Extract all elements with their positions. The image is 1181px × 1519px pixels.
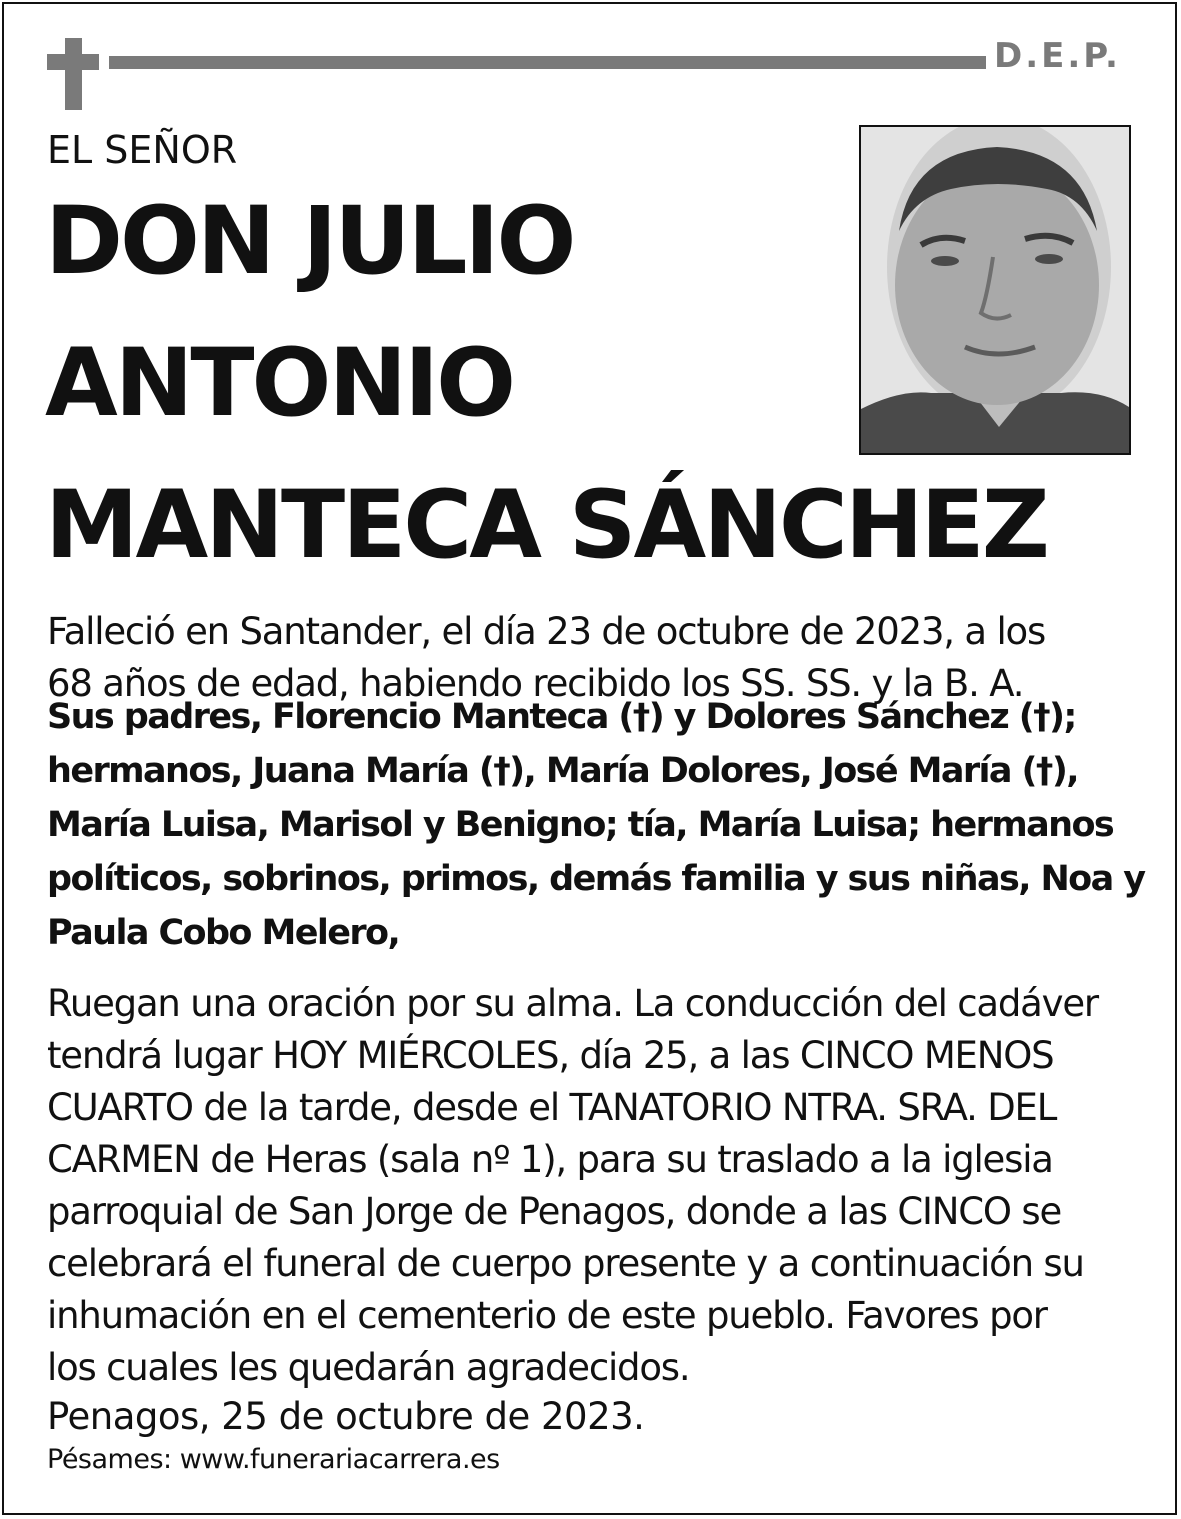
name-line-1: DON JULIO [45,187,574,296]
dep-label: D.E.P. [994,36,1121,76]
honorific: EL SEÑOR [47,128,238,172]
service-line: tendrá lugar HOY MIÉRCOLES, día 25, a las CINCO MENOS [47,1034,1054,1077]
service-line: Ruegan una oración por su alma. La conducción del cadáver [47,982,1098,1025]
place-date: Penagos, 25 de octubre de 2023. [47,1395,645,1438]
family-line: María Luisa, Marisol y Benigno; tía, María Luisa; hermanos [47,805,1114,845]
cross-icon [47,38,99,110]
family-line: políticos, sobrinos, primos, demás familia y sus niñas, Noa y [47,859,1145,899]
death-notice-line: Falleció en Santander, el día 23 de octubre de 2023, a los [47,610,1046,653]
family-line: hermanos, Juana María (†), María Dolores, José María (†), [47,751,1078,791]
family-list [47,690,1145,960]
name-line-3: MANTECA SÁNCHEZ [45,471,1047,580]
family-line: Sus padres, Florencio Manteca (†) y Dolores Sánchez (†); [47,697,1076,737]
header-rule [109,56,986,69]
service-line: parroquial de San Jorge de Penagos, donde a las CINCO se [47,1190,1062,1233]
condolences-link[interactable]: Pésames: www.funerariacarrera.es [47,1444,500,1475]
death-notice-line: 68 años de edad, habiendo recibido los SS. SS. y la B. A. [47,662,1024,705]
portrait-image [861,127,1129,453]
service-line: inhumación en el cementerio de este pueblo. Favores por [47,1294,1047,1337]
service-line: CARMEN de Heras (sala nº 1), para su traslado a la iglesia [47,1138,1053,1181]
name-line-2: ANTONIO [45,329,514,438]
service-line: celebrará el funeral de cuerpo presente y a continuación su [47,1242,1084,1285]
service-line: los cuales les quedarán agradecidos. [47,1346,690,1389]
service-line: CUARTO de la tarde, desde el TANATORIO NTRA. SRA. DEL [47,1086,1057,1129]
portrait-photo [859,125,1131,455]
service-details [47,978,1137,1394]
family-line: Paula Cobo Melero, [47,913,400,953]
